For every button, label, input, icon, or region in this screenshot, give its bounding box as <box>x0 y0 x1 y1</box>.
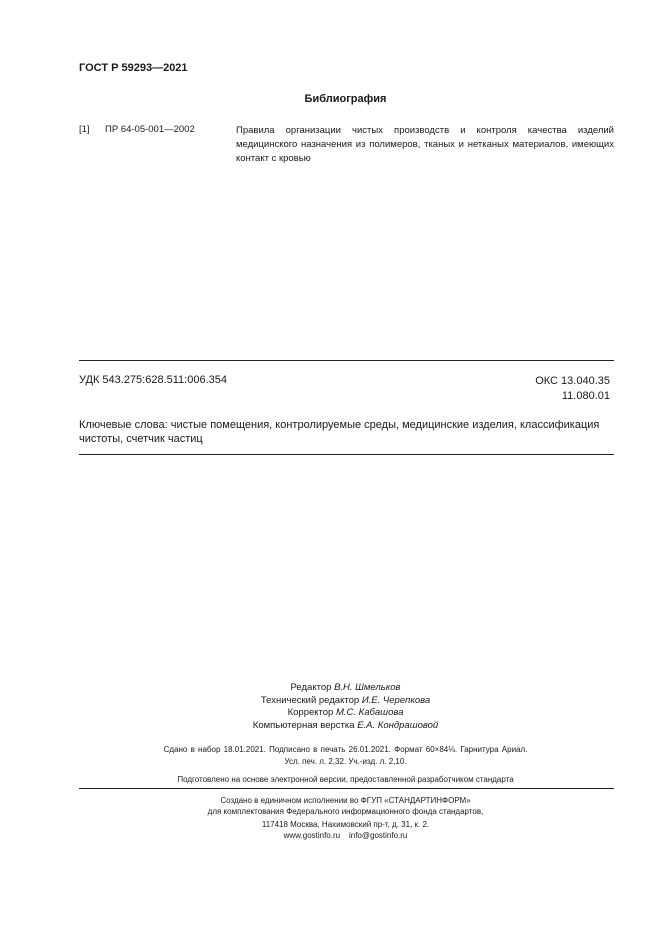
oks-code <box>535 374 610 404</box>
bibliography-number: [1] <box>79 124 90 135</box>
keywords: Ключевые слова: чистые помещения, контролируемые среды, медицинские изделия, классификация чистоты, счетчик частиц <box>79 419 600 445</box>
publisher-line-1: Создано в единичном исполнении во ФГУП «СТАНДАРТИНФОРМ» <box>220 796 471 805</box>
bibliography-text: Правила организации чистых производств и контроля качества изделий медицинского назначения из полимеров, тканых и нетканых материалов, имеющих контакт с кровью <box>236 125 614 164</box>
credit-corrector: Корректор М.С. Кабашова <box>287 707 404 718</box>
divider-top <box>79 360 614 361</box>
section-title: Библиография <box>304 93 387 105</box>
bibliography-code: ПР 64-05-001—2002 <box>105 124 195 135</box>
udk-code: УДК 543.275:628.511:006.354 <box>79 374 227 386</box>
credit-tech-editor: Технический редактор И.Е. Черепкова <box>260 694 431 706</box>
oks-line-2: 11.080.01 <box>561 390 610 402</box>
divider-bottom <box>79 788 614 789</box>
oks-line-1: ОКС 13.040.35 <box>535 375 610 387</box>
divider-keywords <box>79 454 614 455</box>
credit-layout: Компьютерная верстка Е.А. Кондрашовой <box>252 719 439 731</box>
print-info-line-2: Усл. печ. л. 2,32. Уч.-изд. л. 2,10. <box>284 757 407 766</box>
prepared-note: Подготовлено на основе электронной версии, предоставленной разработчиком стандарта <box>177 775 514 784</box>
publisher-line-2: для комплектования Федерального информационного фонда стандартов, <box>207 807 484 816</box>
print-info-line-1: Сдано в набор 18.01.2021. Подписано в печать 26.01.2021. Формат 60×84⅛. Гарнитура Ариал. <box>163 745 528 754</box>
credits <box>0 682 661 732</box>
publisher-info <box>0 795 661 817</box>
publisher-address: 117418 Москва, Нахимовский пр-т, д. 31, к. 2. <box>261 820 430 829</box>
document-code: ГОСТ Р 59293—2021 <box>79 62 188 74</box>
publisher-email[interactable]: info@gostinfo.ru <box>348 831 408 840</box>
credit-editor: Редактор В.Н. Шмельков <box>290 682 401 693</box>
publisher-website[interactable]: www.gostinfo.ru <box>283 831 341 840</box>
publisher-web-email <box>0 830 661 841</box>
publisher-contacts <box>0 819 661 841</box>
